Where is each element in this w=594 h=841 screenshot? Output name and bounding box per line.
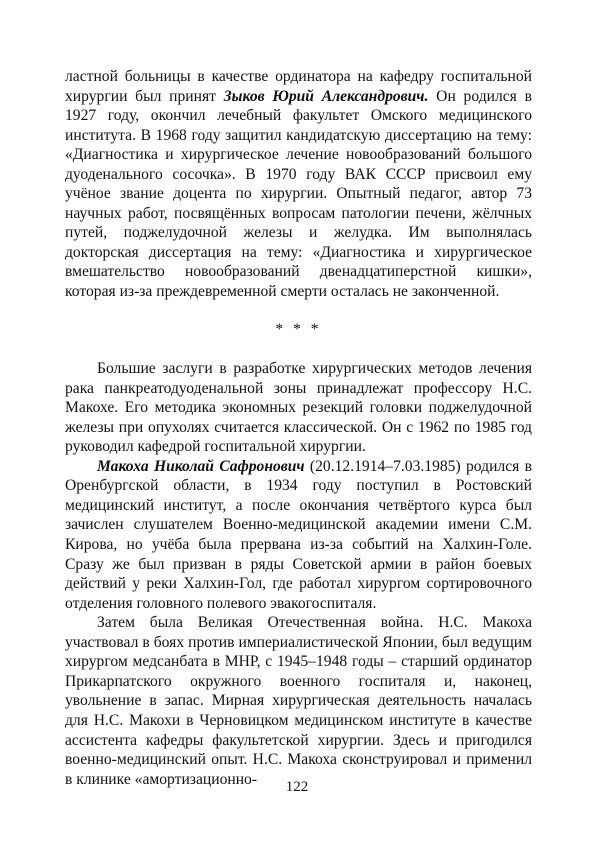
section-separator: * * *	[275, 320, 322, 338]
paragraph-text: Он родился в 1927 году, окончил лечебный факультет Омского медицинского института. В 1968 году защитил кандидатскую диссертацию на тему: «Диагностика и хирургическое лечение новообразований большого дуоденального сосочка». В 1970 году ВАК СССР присвоил ему учёное звание доцента по хирургии. Опытный педагог, автор 73 научных работ, посвящённых вопросам патологии печени, жёлчных путей, поджелудочной железы и желудка. Им выполнялась докторская диссертация на тему: «Диагностика и хирургическое вмешательство новообразований двенадцатиперстной кишки», которая из-за преждевременной смерти осталась не законченной.	[65, 87, 532, 301]
paragraph-makokha-bio	[65, 457, 532, 613]
paragraph-text: ластной больницы в качестве ординатора на кафедру госпитальной хирургии был принят	[65, 68, 532, 105]
page-number: 122	[285, 779, 309, 795]
paragraph-zykov	[65, 67, 532, 302]
person-name-zykov: Зыков Юрий Александрович.	[223, 87, 429, 105]
paragraph-makokha-intro: Большие заслуги в разработке хирургических методов лечения рака панкреатодуоденальной зоны принадлежат профессору Н.С. Макохе. Его методика экономных резекций головки поджелудочной железы при опухолях считается классической. Он с 1962 по 1985 год руководил кафедрой госпитальной хирургии.	[65, 360, 532, 456]
paragraph-text: (20.12.1914–7.03.1985) родился в Оренбургской области, в 1934 году поступил в Ростовский медицинский институт, а после окончания четвёртого курса был зачислен слушателем Военно-медицинской академии имени С.М. Кирова, но учёба была прервана из-за событий на Халхин-Голе. Сразу же был призван в ряды Советской армии в район боевых действий у реки Халхин-Гол, где работал хирургом сортировочного отделения головного полевого эвакогоспиталя.	[65, 457, 532, 612]
paragraph-war-years: Затем была Великая Отечественная война. Н.С. Макоха участвовал в боях против империалистической Японии, был ведущим хирургом медсанбата в МНР, с 1945–1948 годы – старший ординатор Прикарпатского окружного военного госпиталя и, наконец, увольнение в запас. Мирная хирургическая деятельность началась для Н.С. Макохи в Черновицком медицинском институте в качестве ассистента кафедры факультетской хирургии. Здесь и пригодился военно-медицинский опыт. Н.С. Макоха сконструировал и применил в клинике «амортизационно-	[65, 614, 532, 788]
person-name-makokha: Макоха Николай Сафронович	[97, 457, 305, 475]
page-body	[65, 67, 532, 789]
